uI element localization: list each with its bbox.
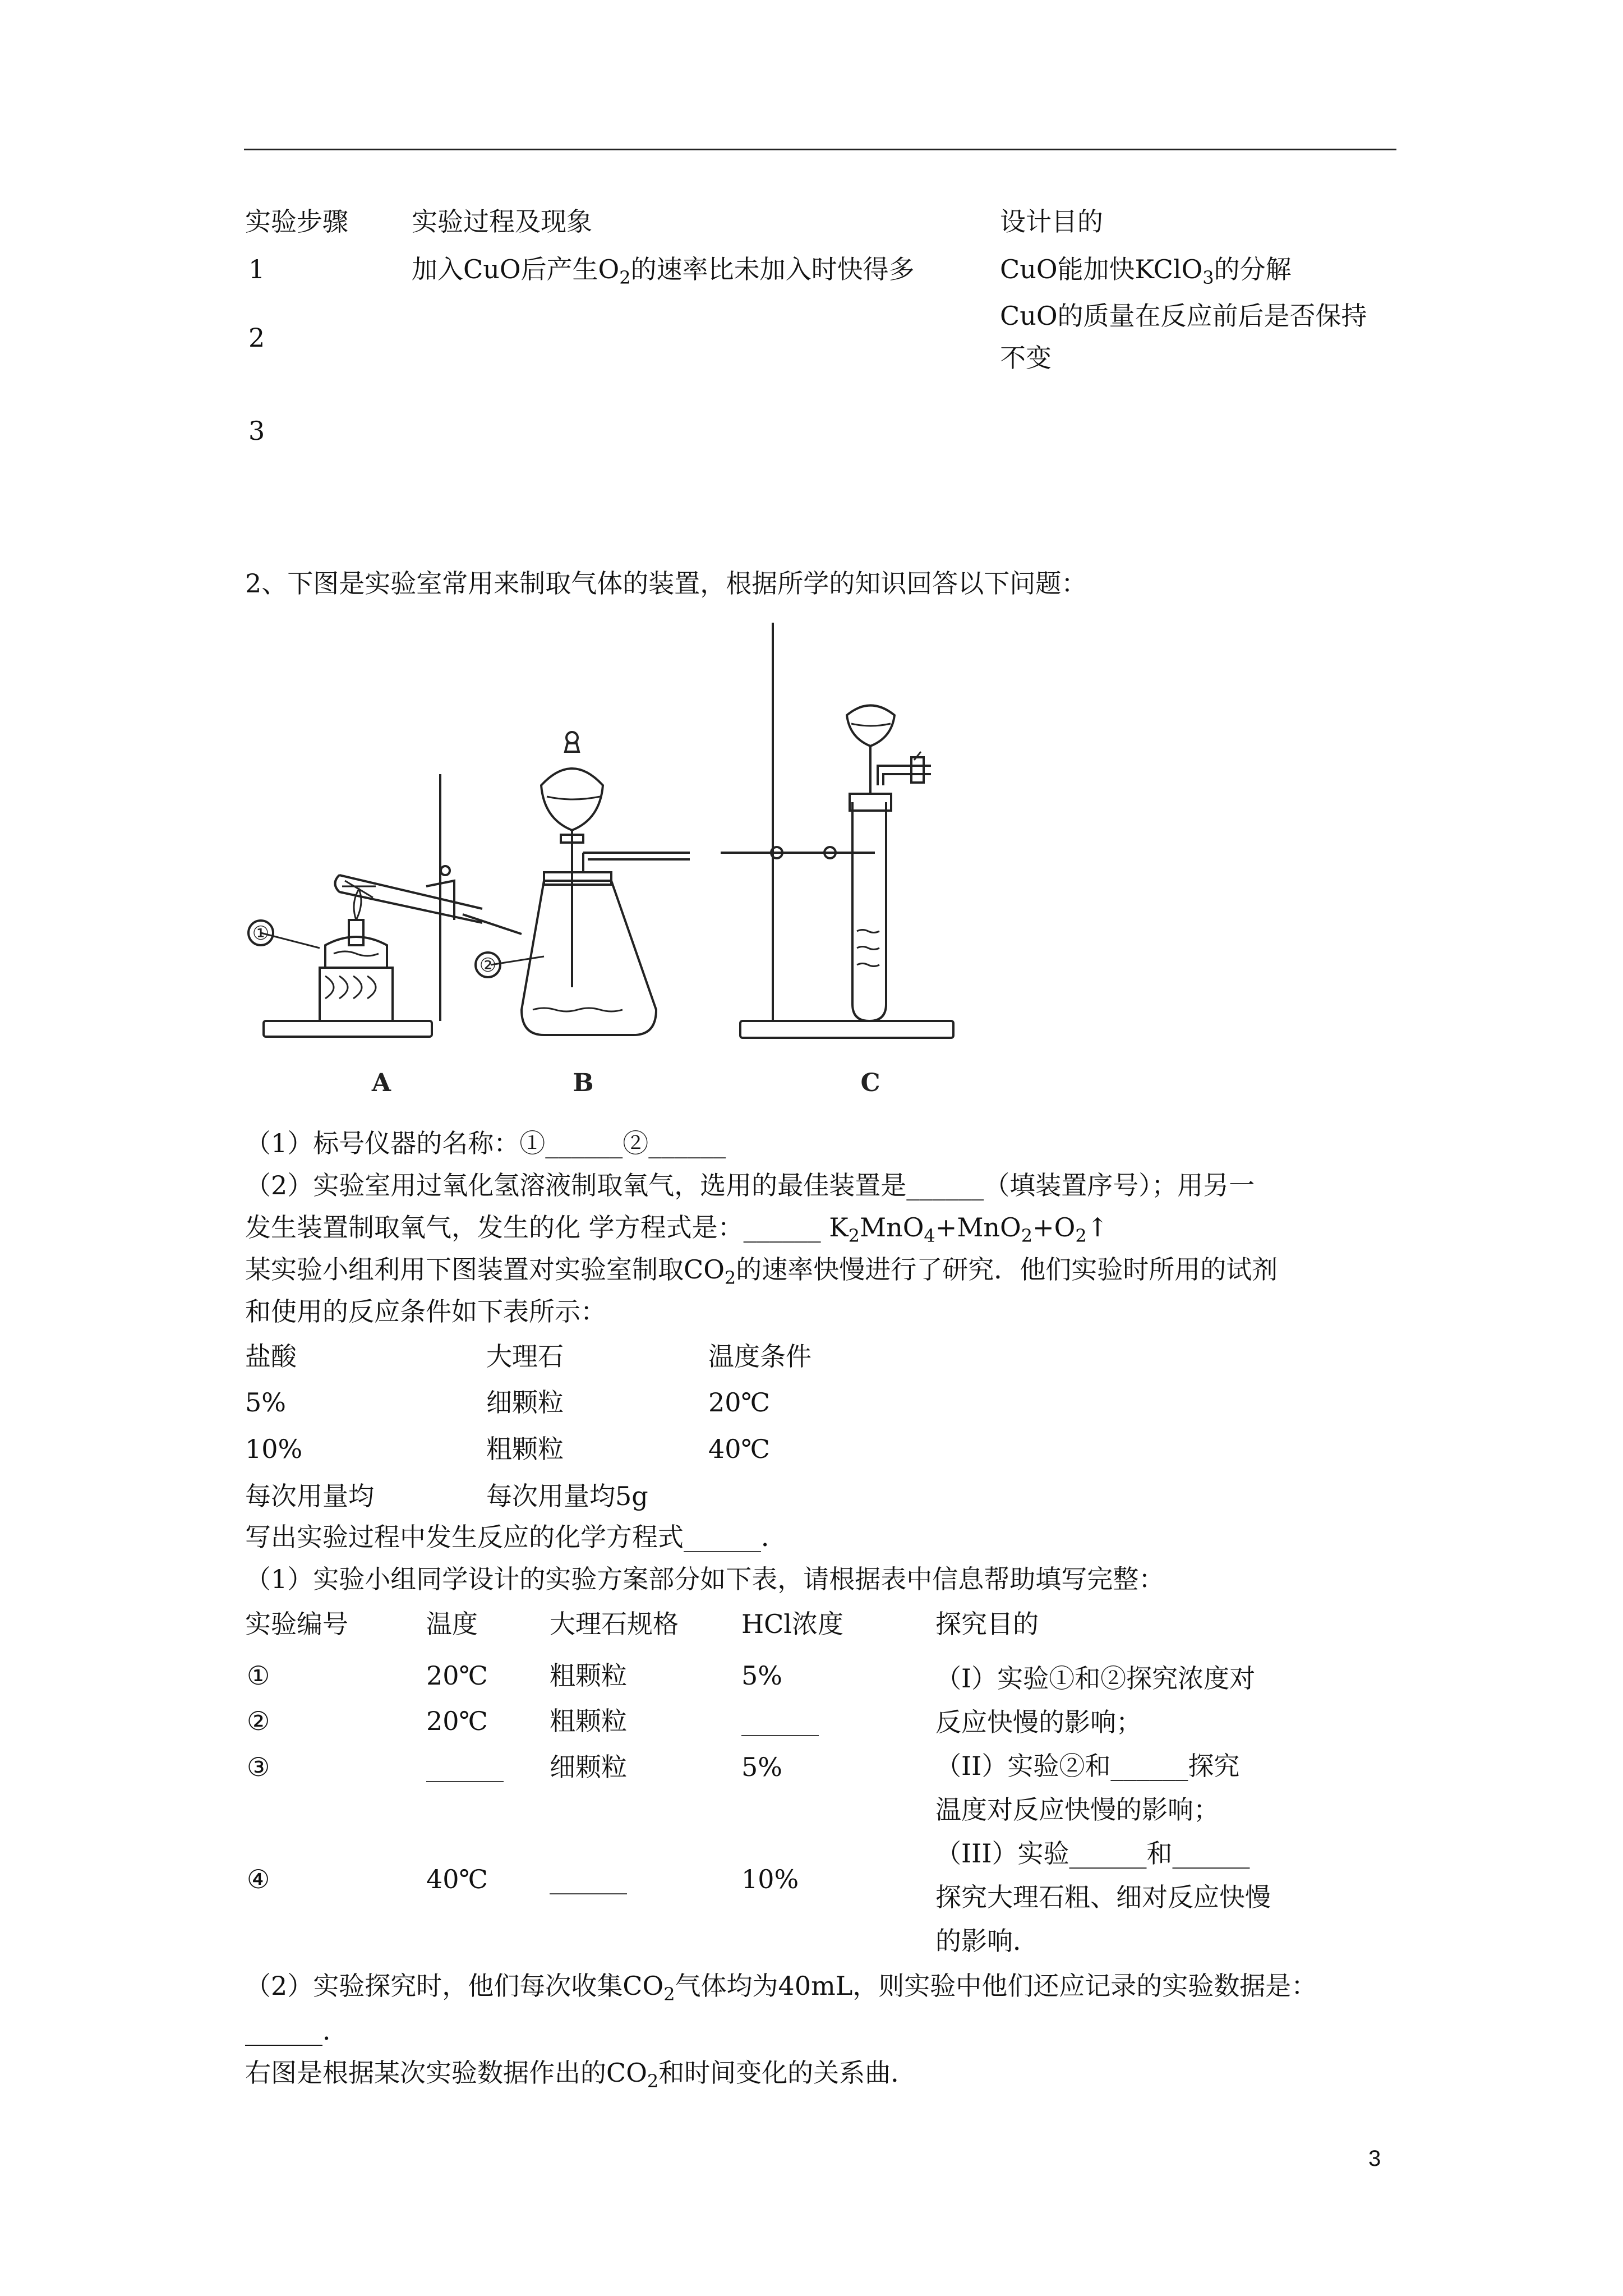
question2-part2-line2: 发生装置制取氧气，发生的化 学方程式是：______ $K_2MnO_4+MnO_2+O_2↑$ — [245, 1212, 1109, 1246]
plan-purpose-line5: （III）实验______和______ — [935, 1838, 1250, 1869]
plan-row3-temp: ______ — [426, 1752, 504, 1782]
plan-purpose-line7: 的影响． — [935, 1926, 1039, 1956]
header-rule — [244, 149, 1396, 150]
equation-prompt: 写出实验过程中发生反应的化学方程式______． — [245, 1522, 787, 1552]
label-a: A — [371, 1069, 391, 1097]
page-number: 3 — [1368, 2146, 1381, 2171]
plan-purpose-line2: 反应快慢的影响； — [935, 1707, 1142, 1737]
reagent-usage-marble: 每次用量均5g — [486, 1481, 648, 1511]
reagent-header-marble: 大理石 — [486, 1341, 564, 1372]
marker-2: ② — [479, 954, 497, 977]
reagent-row1-acid: 5% — [245, 1387, 286, 1418]
plan-row3-id: ③ — [247, 1752, 270, 1782]
table1-step-1: 1 — [248, 254, 265, 284]
apparatus-b — [476, 732, 690, 1097]
plan-row3-hcl: 5% — [741, 1752, 782, 1782]
plan-row2-temp: 20℃ — [426, 1706, 488, 1736]
reagent-usage-acid: 每次用量均 — [245, 1481, 374, 1511]
research-intro-line2: 和使用的反应条件如下表所示： — [245, 1296, 606, 1327]
plan-row2-marble: 粗颗粒 — [550, 1706, 627, 1736]
research-part2-line1: （2）实验探究时，他们每次收集$CO_2$气体均为40mL，则实验中他们还应记录的实验数据是： — [245, 1971, 1317, 2005]
plan-purpose-line3: （II）实验②和______探究 — [935, 1751, 1240, 1781]
plan-header-marble: 大理石规格 — [550, 1609, 679, 1639]
apparatus-a — [248, 774, 522, 1097]
plan-header-temp: 温度 — [426, 1609, 478, 1639]
reagent-row2-marble: 粗颗粒 — [486, 1434, 564, 1464]
table1-header-step: 实验步骤 — [245, 206, 348, 237]
plan-row3-marble: 细颗粒 — [550, 1752, 627, 1782]
plan-row4-temp: 40℃ — [426, 1864, 488, 1894]
label-c: C — [860, 1069, 880, 1097]
table1-header-purpose: 设计目的 — [1000, 206, 1103, 237]
label-b: B — [573, 1069, 594, 1097]
plan-header-purpose: 探究目的 — [935, 1609, 1039, 1639]
reagent-header-temp: 温度条件 — [708, 1341, 811, 1372]
plan-purpose-line6: 探究大理石粗、细对反应快慢 — [935, 1882, 1271, 1912]
reagent-row1-temp: 20℃ — [708, 1387, 770, 1418]
apparatus-c — [721, 623, 953, 1097]
plan-intro: （1）实验小组同学设计的实验方案部分如下表，请根据表中信息帮助填写完整： — [245, 1564, 1165, 1594]
table1-process-1: 加入CuO后产生$O_2$的速率比未加入时快得多 — [412, 254, 915, 288]
plan-header-hcl: HCl浓度 — [741, 1609, 844, 1639]
table1-header-process: 实验过程及现象 — [412, 206, 592, 237]
research-last-line: 右图是根据某次实验数据作出的$CO_2$和时间变化的关系曲． — [245, 2058, 917, 2092]
plan-purpose-line4: 温度对反应快慢的影响； — [935, 1795, 1219, 1825]
reagent-header-acid: 盐酸 — [245, 1341, 297, 1372]
question2-intro: 2、下图是实验室常用来制取气体的装置，根据所学的知识回答以下问题： — [245, 568, 1087, 599]
plan-row2-hcl: ______ — [741, 1706, 819, 1736]
table1-purpose-2-line2: 不变 — [1000, 343, 1052, 373]
table1-step-3: 3 — [248, 416, 265, 446]
reagent-row2-temp: 40℃ — [708, 1434, 770, 1464]
plan-row4-hcl: 10% — [741, 1864, 799, 1894]
question2-part2-line1: （2）实验室用过氧化氢溶液制取氧气，选用的最佳装置是______（填装置序号）；用另一 — [245, 1170, 1255, 1200]
table1-purpose-2-line1: CuO的质量在反应前后是否保持 — [1000, 301, 1367, 331]
plan-row1-hcl: 5% — [741, 1660, 782, 1691]
research-part2-line2: ______． — [245, 2016, 348, 2046]
marker-1: ① — [252, 922, 270, 945]
question2-part1: （1）标号仪器的名称：①______②______ — [245, 1128, 726, 1158]
table1-step-2: 2 — [248, 323, 265, 353]
reagent-row1-marble: 细颗粒 — [486, 1387, 564, 1418]
plan-row4-marble: ______ — [550, 1864, 627, 1894]
plan-purpose-line1: （I）实验①和②探究浓度对 — [935, 1663, 1256, 1694]
apparatus-figure — [241, 617, 976, 1111]
plan-row4-id: ④ — [247, 1864, 270, 1894]
plan-row1-temp: 20℃ — [426, 1660, 488, 1691]
table1-purpose-1: CuO能加快KClO$_3$的分解 — [1000, 254, 1292, 288]
plan-row2-id: ② — [247, 1706, 270, 1736]
reagent-row2-acid: 10% — [245, 1434, 303, 1464]
research-intro-line1: 某实验小组利用下图装置对实验室制取$CO_2$的速率快慢进行了研究．他们实验时所用的试剂 — [245, 1254, 1278, 1289]
plan-row1-id: ① — [247, 1660, 270, 1691]
plan-row1-marble: 粗颗粒 — [550, 1660, 627, 1691]
plan-header-id: 实验编号 — [245, 1609, 348, 1639]
